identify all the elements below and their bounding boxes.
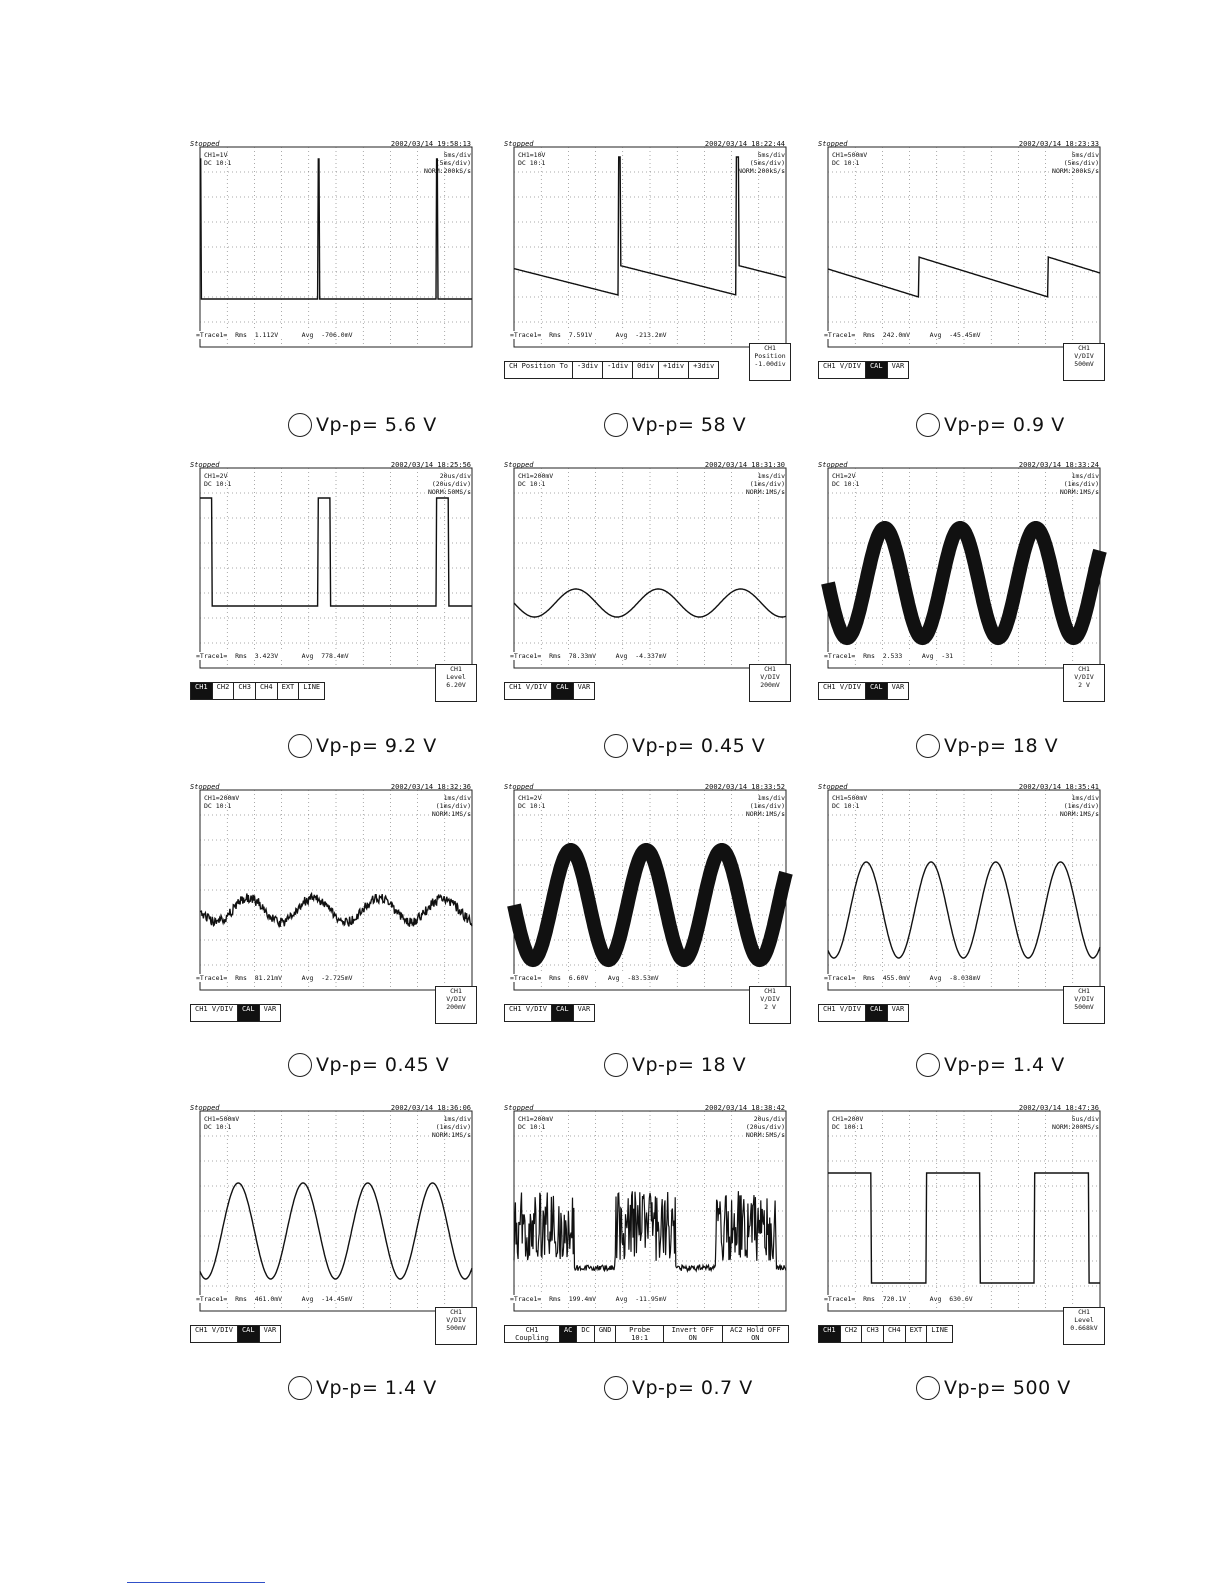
vpp-value: Vp-p= 9.2 V: [316, 735, 437, 757]
softkey[interactable]: VAR: [259, 1325, 282, 1343]
timestamp: 2002/03/14 18:33:52: [704, 783, 785, 791]
softkey[interactable]: CAL: [865, 361, 887, 379]
softkey[interactable]: +1div: [658, 361, 688, 379]
timebase-info: [1052, 1115, 1099, 1131]
timestamp: 2002/03/14 18:32:36: [390, 783, 471, 791]
measurement-readout: =Trace1= Rms 242.0mV Avg -45.45mV: [824, 331, 981, 339]
sample-mode: NORM:1MS/s: [745, 810, 785, 818]
softkey[interactable]: EXT: [277, 682, 299, 700]
measurement-readout: =Trace1= Rms 199.4mV Avg -11.95mV: [510, 1295, 667, 1303]
oscilloscope-screen: [504, 140, 789, 387]
softkey[interactable]: CH1 V/DIV: [504, 682, 551, 700]
stopped-label: Stopped: [190, 140, 220, 148]
timestamp: 2002/03/14 19:58:13: [390, 140, 471, 148]
timestamp: 2002/03/14 18:38:42: [704, 1104, 785, 1112]
timebase-info: [1060, 794, 1099, 818]
softkey[interactable]: CH Position To: [504, 361, 572, 379]
timestamp: 2002/03/14 18:25:56: [390, 461, 471, 469]
channel-info: [518, 794, 545, 810]
oscilloscope-screen: [818, 461, 1103, 708]
softkey[interactable]: AC: [559, 1325, 576, 1343]
oscilloscope-screen: [818, 783, 1103, 1030]
softkey-menu: [190, 682, 325, 700]
waveform-trace: [828, 528, 1100, 638]
timebase-alt: (1ms/div): [1063, 480, 1099, 488]
channel-info: [204, 151, 231, 167]
timebase: 1ms/div: [757, 472, 785, 480]
softkey[interactable]: LINE: [926, 1325, 953, 1343]
softkey[interactable]: VAR: [887, 682, 910, 700]
softkey[interactable]: VAR: [887, 1004, 910, 1022]
timestamp: 2002/03/14 18:36:06: [390, 1104, 471, 1112]
timestamp: 2002/03/14 18:47:36: [1018, 1104, 1099, 1112]
softkey[interactable]: CH1: [818, 1325, 840, 1343]
timebase: 20us/div: [753, 1115, 785, 1123]
channel-coupling: DC 10:1: [518, 1123, 546, 1131]
softkey-menu: [504, 1325, 789, 1343]
vpp-value: Vp-p= 0.7 V: [632, 1377, 753, 1399]
timebase: 1ms/div: [757, 794, 785, 802]
softkey[interactable]: CAL: [237, 1325, 259, 1343]
timebase-alt: (20us/div): [745, 1123, 785, 1131]
channel-coupling: DC 10:1: [204, 159, 232, 167]
circle-marker: [604, 1376, 628, 1400]
timebase: 5ms/div: [1071, 151, 1099, 159]
softkey[interactable]: CH3: [861, 1325, 883, 1343]
vpp-value: Vp-p= 1.4 V: [316, 1377, 437, 1399]
timebase-info: [424, 151, 471, 175]
side-panel: CH1 V/DIV 500mV: [1063, 343, 1105, 381]
circle-marker: [288, 413, 312, 437]
timebase-info: [746, 794, 785, 818]
timebase: 20us/div: [439, 472, 471, 480]
timebase-info: [1052, 151, 1099, 175]
timebase: 5ms/div: [757, 151, 785, 159]
channel-info: [832, 151, 867, 167]
stopped-label: Stopped: [190, 783, 220, 791]
timebase: 1ms/div: [1071, 794, 1099, 802]
channel-coupling: DC 100:1: [832, 1123, 864, 1131]
measurement-readout: =Trace1= Rms 6.60V Avg -83.53mV: [510, 974, 659, 982]
channel-scale: CH1=2V: [204, 472, 228, 480]
softkey[interactable]: CH1 V/DIV: [818, 361, 865, 379]
circle-marker: [604, 1053, 628, 1077]
channel-info: [518, 151, 545, 167]
softkey-menu: [818, 1325, 953, 1343]
vpp-value: Vp-p= 58 V: [632, 414, 747, 436]
waveform-trace: [828, 257, 1100, 297]
sample-mode: NORM:1MS/s: [1059, 488, 1099, 496]
softkey-menu: [818, 361, 909, 379]
softkey[interactable]: CH1 Coupling: [504, 1325, 559, 1343]
vpp-caption: [288, 734, 437, 758]
graticule: [504, 468, 789, 708]
timestamp: 2002/03/14 18:31:30: [704, 461, 785, 469]
measurement-readout: =Trace1= Rms 455.0mV Avg -8.038mV: [824, 974, 981, 982]
footer-line: [127, 1582, 265, 1583]
side-panel: CH1 V/DIV 2 V: [1063, 664, 1105, 702]
stopped-label: Stopped: [504, 1104, 534, 1112]
channel-scale: CH1=200mV: [518, 472, 554, 480]
channel-scale: CH1=500mV: [204, 1115, 240, 1123]
trace-group: [828, 528, 1100, 638]
softkey[interactable]: CH4: [255, 682, 277, 700]
stopped-label: Stopped: [818, 140, 848, 148]
softkey-menu: [818, 1004, 909, 1022]
sample-mode: NORM:1MS/s: [431, 810, 471, 818]
softkey[interactable]: CH1 V/DIV: [504, 1004, 551, 1022]
channel-scale: CH1=1V: [204, 151, 228, 159]
timestamp: 2002/03/14 18:35:41: [1018, 783, 1099, 791]
softkey-menu: [190, 1004, 281, 1022]
channel-scale: CH1=200mV: [204, 794, 240, 802]
graticule: [190, 1111, 475, 1351]
stopped-label: Stopped: [190, 461, 220, 469]
channel-info: [204, 472, 231, 488]
channel-coupling: DC 10:1: [832, 802, 860, 810]
oscilloscope-screen: [504, 783, 789, 1030]
graticule: [190, 147, 475, 387]
vpp-value: Vp-p= 0.9 V: [944, 414, 1065, 436]
softkey[interactable]: VAR: [259, 1004, 282, 1022]
circle-marker: [916, 413, 940, 437]
timebase-alt: (20us/div): [431, 480, 471, 488]
channel-coupling: DC 10:1: [832, 480, 860, 488]
measurement-readout: =Trace1= Rms 720.1V Avg 630.6V: [824, 1295, 973, 1303]
measurement-readout: =Trace1= Rms 1.112V Avg -706.0mV: [196, 331, 353, 339]
graticule: [504, 147, 789, 387]
oscilloscope-screen: [504, 461, 789, 708]
timebase: 1ms/div: [443, 1115, 471, 1123]
timebase-alt: (1ms/div): [435, 1123, 471, 1131]
channel-coupling: DC 10:1: [204, 802, 232, 810]
timestamp: 2002/03/14 18:33:24: [1018, 461, 1099, 469]
softkey-menu: [504, 682, 595, 700]
softkey[interactable]: VAR: [887, 361, 910, 379]
softkey[interactable]: CH4: [883, 1325, 905, 1343]
softkey[interactable]: CH1 V/DIV: [190, 1004, 237, 1022]
circle-marker: [288, 734, 312, 758]
timebase-alt: (1ms/div): [749, 802, 785, 810]
timebase-info: [738, 151, 785, 175]
timebase: 5us/div: [1071, 1115, 1099, 1123]
timebase-alt: (5ms/div): [749, 159, 785, 167]
softkey[interactable]: VAR: [573, 682, 596, 700]
oscilloscope-screen: [190, 1104, 475, 1351]
channel-info: [204, 1115, 239, 1131]
circle-marker: [288, 1376, 312, 1400]
vpp-value: Vp-p= 0.45 V: [632, 735, 766, 757]
vpp-caption: [916, 1376, 1071, 1400]
softkey[interactable]: DC: [576, 1325, 593, 1343]
stopped-label: Stopped: [504, 140, 534, 148]
graticule: [504, 790, 789, 1030]
circle-marker: [916, 734, 940, 758]
graticule: [818, 468, 1103, 708]
softkey[interactable]: CAL: [865, 682, 887, 700]
vpp-caption: [604, 1376, 753, 1400]
sample-mode: NORM:50MS/s: [427, 488, 471, 496]
channel-scale: CH1=2V: [518, 794, 542, 802]
channel-scale: CH1=500mV: [832, 794, 868, 802]
waveform-trace: [514, 850, 786, 960]
stopped-label: Stopped: [818, 783, 848, 791]
waveform-trace: [514, 157, 786, 295]
sample-mode: NORM:200kS/s: [738, 167, 785, 175]
softkey[interactable]: -3div: [572, 361, 602, 379]
softkey[interactable]: GND: [594, 1325, 616, 1343]
softkey[interactable]: LINE: [298, 682, 325, 700]
side-panel: CH1 Level 0.668kV: [1063, 1307, 1105, 1345]
channel-info: [832, 472, 859, 488]
measurement-readout: =Trace1= Rms 3.423V Avg 778.4mV: [196, 652, 349, 660]
sample-mode: NORM:200kS/s: [1052, 167, 1099, 175]
softkey[interactable]: VAR: [573, 1004, 596, 1022]
timebase-info: [746, 1115, 785, 1139]
oscilloscope-screen: [818, 140, 1103, 387]
vpp-caption: [916, 734, 1058, 758]
softkey[interactable]: Probe 10:1: [615, 1325, 662, 1343]
graticule: [818, 790, 1103, 1030]
vpp-caption: [604, 413, 746, 437]
graticule: [190, 468, 475, 708]
graticule: [190, 790, 475, 1030]
oscilloscope-screen: [190, 140, 475, 387]
timebase-info: [432, 794, 471, 818]
vpp-value: Vp-p= 1.4 V: [944, 1054, 1065, 1076]
timebase-alt: (5ms/div): [435, 159, 471, 167]
circle-marker: [288, 1053, 312, 1077]
vpp-value: Vp-p= 5.6 V: [316, 414, 437, 436]
measurement-readout: =Trace1= Rms 81.21mV Avg -2.725mV: [196, 974, 353, 982]
channel-coupling: DC 10:1: [518, 802, 546, 810]
softkey-menu: [190, 1325, 281, 1343]
timebase-info: [1060, 472, 1099, 496]
timebase-alt: (1ms/div): [749, 480, 785, 488]
graticule: [504, 1111, 789, 1351]
vpp-caption: [916, 413, 1065, 437]
channel-scale: CH1=200mV: [518, 1115, 554, 1123]
trace-group: [828, 257, 1100, 297]
side-panel: CH1 V/DIV 200mV: [749, 664, 791, 702]
oscilloscope-screen: [818, 1104, 1103, 1351]
timebase: 1ms/div: [1071, 472, 1099, 480]
measurement-readout: =Trace1= Rms 461.0mV Avg -14.45mV: [196, 1295, 353, 1303]
vpp-caption: [916, 1053, 1065, 1077]
channel-coupling: DC 10:1: [518, 480, 546, 488]
sample-mode: NORM:200kS/s: [424, 167, 471, 175]
timestamp: 2002/03/14 18:22:44: [704, 140, 785, 148]
vpp-value: Vp-p= 500 V: [944, 1377, 1071, 1399]
sample-mode: NORM:1MS/s: [745, 488, 785, 496]
measurement-readout: =Trace1= Rms 78.33mV Avg -4.337mV: [510, 652, 667, 660]
oscilloscope-screen: [190, 783, 475, 1030]
circle-marker: [916, 1053, 940, 1077]
softkey[interactable]: CAL: [865, 1004, 887, 1022]
stopped-label: Stopped: [190, 1104, 220, 1112]
side-panel: CH1 V/DIV 2 V: [749, 986, 791, 1024]
sample-mode: NORM:200MS/s: [1052, 1123, 1099, 1131]
side-panel: CH1 V/DIV 500mV: [435, 1307, 477, 1345]
softkey[interactable]: CAL: [551, 1004, 573, 1022]
channel-info: [832, 794, 867, 810]
channel-info: [204, 794, 239, 810]
circle-marker: [604, 734, 628, 758]
vpp-value: Vp-p= 18 V: [944, 735, 1059, 757]
side-panel: CH1 V/DIV 500mV: [1063, 986, 1105, 1024]
graticule: [818, 1111, 1103, 1351]
side-panel: CH1 Position -1.00div: [749, 343, 791, 381]
softkey[interactable]: +3div: [688, 361, 719, 379]
softkey[interactable]: CH1: [190, 682, 212, 700]
channel-coupling: DC 10:1: [204, 480, 232, 488]
timebase-info: [432, 1115, 471, 1139]
channel-scale: CH1=200V: [832, 1115, 864, 1123]
circle-marker: [916, 1376, 940, 1400]
stopped-label: Stopped: [818, 461, 848, 469]
oscilloscope-screen: [504, 1104, 789, 1351]
softkey[interactable]: CH2: [840, 1325, 862, 1343]
stopped-label: Stopped: [504, 461, 534, 469]
timebase-info: [746, 472, 785, 496]
channel-scale: CH1=10V: [518, 151, 546, 159]
sample-mode: NORM:1MS/s: [431, 1131, 471, 1139]
trace-group: [514, 850, 786, 960]
softkey[interactable]: 0div: [632, 361, 658, 379]
softkey[interactable]: EXT: [905, 1325, 927, 1343]
channel-scale: CH1=500mV: [832, 151, 868, 159]
trace-group: [514, 157, 786, 295]
oscilloscope-screen: [190, 461, 475, 708]
softkey[interactable]: CH1 V/DIV: [818, 682, 865, 700]
timestamp: 2002/03/14 18:23:33: [1018, 140, 1099, 148]
softkey[interactable]: CAL: [237, 1004, 259, 1022]
timebase-alt: (1ms/div): [1063, 802, 1099, 810]
softkey[interactable]: CH1 V/DIV: [190, 1325, 237, 1343]
softkey[interactable]: CH1 V/DIV: [818, 1004, 865, 1022]
softkey[interactable]: CH2: [212, 682, 234, 700]
vpp-caption: [604, 734, 765, 758]
stopped-label: Stopped: [504, 783, 534, 791]
graticule: [818, 147, 1103, 387]
channel-info: [518, 1115, 553, 1131]
timebase-alt: (5ms/div): [1063, 159, 1099, 167]
softkey-menu: [504, 361, 719, 379]
timebase-info: [428, 472, 471, 496]
channel-coupling: DC 10:1: [832, 159, 860, 167]
channel-info: [518, 472, 553, 488]
channel-scale: CH1=2V: [832, 472, 856, 480]
sample-mode: NORM:5MS/s: [745, 1131, 785, 1139]
side-panel: CH1 V/DIV 200mV: [435, 986, 477, 1024]
side-panel: CH1 Level 6.20V: [435, 664, 477, 702]
timebase-alt: (1ms/div): [435, 802, 471, 810]
softkey-menu: [504, 1004, 595, 1022]
measurement-readout: =Trace1= Rms 7.591V Avg -213.2mV: [510, 331, 667, 339]
channel-coupling: DC 10:1: [204, 1123, 232, 1131]
vpp-value: Vp-p= 18 V: [632, 1054, 747, 1076]
softkey-menu: [818, 682, 909, 700]
vpp-caption: [288, 413, 437, 437]
sample-mode: NORM:1MS/s: [1059, 810, 1099, 818]
channel-info: [832, 1115, 863, 1131]
channel-coupling: DC 10:1: [518, 159, 546, 167]
softkey[interactable]: AC2 Hold OFF ON: [722, 1325, 789, 1343]
vpp-caption: [288, 1053, 449, 1077]
timebase: 1ms/div: [443, 794, 471, 802]
circle-marker: [604, 413, 628, 437]
softkey[interactable]: -1div: [602, 361, 632, 379]
softkey[interactable]: Invert OFF ON: [663, 1325, 722, 1343]
vpp-caption: [288, 1376, 437, 1400]
softkey[interactable]: CH3: [233, 682, 255, 700]
measurement-readout: =Trace1= Rms 2.533 Avg -31: [824, 652, 954, 660]
softkey[interactable]: CAL: [551, 682, 573, 700]
timebase: 5ms/div: [443, 151, 471, 159]
vpp-caption: [604, 1053, 746, 1077]
vpp-value: Vp-p= 0.45 V: [316, 1054, 450, 1076]
